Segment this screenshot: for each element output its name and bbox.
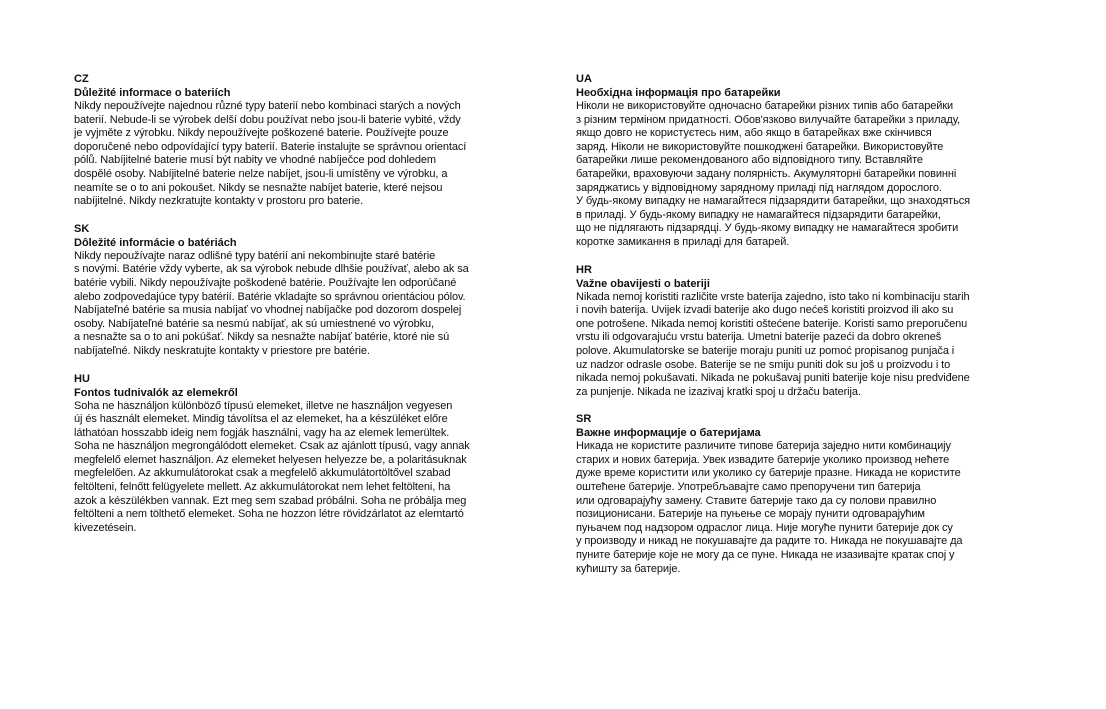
section-ua [576,72,1036,250]
body-line: дуже време користити или уколико су батерије празне. Никада не користите [576,467,961,480]
body-line: one potrošene. Nikada nemoj koristiti oštećene baterije. Koristi samo preporučenu [576,317,968,330]
body-line: Soha ne használjon megrongálódott elemeket. Csak az ajánlott típusú, vagy annak [74,440,470,453]
left-column [74,72,534,548]
section-code: HU [74,372,90,385]
body-line: polove. Akumulatorske se baterije moraju puniti uz pomoć propisanog punjača i [576,344,955,357]
body-line: azok a készülékben vannak. Ezt meg sem szabad próbálni. Soha ne próbálja meg [74,494,467,507]
body-line: Nikdy nepoužívejte najednou různé typy baterií nebo kombinaci starých a nových [74,100,461,112]
section-heading: Fontos tudnivalók az elemekről [74,386,238,399]
body-line: у производу и никад не покушавајте да радите то. Никада не покушавајте да [576,535,963,548]
section-body [74,250,534,359]
body-line: батарейки лише рекомендованого або відповідного типу. Вставляйте [576,154,923,167]
body-line: Nabíjateľné batérie sa musia nabíjať vo vhodnej nabíjačke pod dozorom dospelej [74,304,462,317]
body-line: пуњачем под надзором одраслог лица. Није могуће пунити батерије док су [576,521,953,534]
section-heading: Важне информације о батеријама [576,427,761,440]
body-line: kivezetésein. [74,521,137,534]
section-heading: Důležité informace o bateriích [74,87,231,99]
body-line: feltölteni, felnőtt felügyelete mellett. Az akkumulátorokat nem lehet feltölteni, ha [74,481,451,494]
section-code: HR [576,263,592,276]
body-line: заряджатись у відповідному зарядному приладі під наглядом дорослого. [576,181,942,194]
body-line: neamíte se o to ani pokoušet. Nikdy se nesnažte nabíjet baterie, které nejsou [74,181,443,194]
section-body [576,291,1036,400]
body-line: батарейки, враховуючи задану полярність. Акумуляторні батарейки повинні [576,167,957,180]
body-line: Nikada nemoj koristiti različite vrste baterija zajedno, isto tako ni kombinaciju starih [576,290,970,303]
body-line: osoby. Nabíjateľné batérie sa nesmú nabíjať, ak sú umiestnené vo výrobku, [74,317,434,330]
section-hu [74,372,534,536]
body-line: що не підлягають підзарядці. У будь-якому випадку не намагайтеся зробити [576,222,959,235]
body-line: uz nadzor odrasle osobe. Baterije se ne smiju puniti dok su još u proizvodu i to [576,358,951,371]
body-line: s novými. Batérie vždy vyberte, ak sa výrobok nebude dlhšie používať, alebo ak sa [74,263,469,276]
body-line: старих и нових батерија. Увек извадите батерије уколико производ нећете [576,453,950,466]
body-line: za punjenje. Nikada ne izazivaj kratki spoj u držaču baterija. [576,385,861,398]
body-line: nabíjateľné. Nikdy neskratujte kontakty v priestore pre batérie. [74,344,370,357]
body-line: заряд. Ніколи не використовуйте пошкоджені батарейки. Використовуйте [576,140,944,153]
body-line: a nesnažte sa o to ani pokúšať. Nikdy sa nesnažte nabíjať batérie, ktoré nie sú [74,331,450,344]
body-line: feltölteni a nem tölthető elemeket. Soha ne hozzon létre rövidzárlatot az elemtartó [74,508,464,521]
section-code: UA [576,73,592,85]
body-line: коротке замикання в приладі для батарей. [576,235,790,248]
body-line: Ніколи не використовуйте одночасно батарейки різних типів або батарейки [576,100,954,112]
section-sr [576,412,1036,576]
body-line: пуните батерије које не могу да се пуне. Никада не изазивајте кратак спој у [576,549,955,562]
body-line: doporučené nebo odpovídající typy baterií. Baterie instalujte se správnou orientací [74,140,467,153]
section-body [74,400,534,536]
body-line: оштећене батерије. Употребљавајте само препоручени тип батерија [576,481,921,494]
body-line: или одговарајућу замену. Ставите батерије тако да су полови правилно [576,494,937,507]
body-line: nikada nemoj pokušavati. Nikada ne pokušavaj puniti baterije koje nisu predviđene [576,372,970,385]
body-line: з різним терміном придатності. Обов'язково вилучайте батарейки з приладу, [576,113,960,126]
body-line: позиционисани. Батерије на пуњење се морају пунити одговарајућим [576,508,925,521]
body-line: У будь-якому випадку не намагайтеся підзарядити батарейки, що знаходяться [576,195,971,208]
section-code: SK [74,222,90,235]
body-line: nabíjitelné. Nikdy nezkratujte kontakty v prostoru pro baterie. [74,195,364,208]
body-line: dospělé osoby. Nabíjitelné baterie nelze nabíjet, jsou-li umístěny ve výrobku, a [74,167,448,180]
section-body [74,100,534,209]
body-line: кућишту за батерије. [576,562,681,575]
body-line: alebo zodpovedajúce typy batérií. Batérie vkladajte so správnou orientáciou pólov. [74,290,466,303]
section-code: CZ [74,73,89,85]
body-line: láthatóan hosszabb ideig nem fogják használni, vagy ha az elemek lemerültek. [74,426,450,439]
body-line: vrstu ili odgovarajuću vrstu baterija. Umetni baterije pazeći da dobro okreneš [576,331,942,344]
section-sk [74,222,534,359]
body-line: якщо довго не користуєтесь ним, або якщо в батарейках вже скінчився [576,127,932,140]
body-line: Soha ne használjon különböző típusú elemeket, illetve ne használjon vegyesen [74,399,453,412]
body-line: i novih baterija. Uvijek izvadi baterije ako dugo nećeš koristiti proizvod ili ako su [576,304,954,317]
section-heading: Dôležité informácie o batériách [74,236,237,249]
section-heading: Važne obavijesti o bateriji [576,277,710,290]
body-line: в приладі. У будь-якому випадку не намагайтеся підзарядити батарейки, [576,208,941,221]
body-line: batérie vybili. Nikdy nepoužívajte poškodené batérie. Používajte len odporúčané [74,276,457,289]
section-heading: Необхідна інформація про батарейки [576,87,781,99]
body-line: megfelelő elemet használjon. Az elemeket helyesen helyezze be, a polaritásuknak [74,453,467,466]
section-code: SR [576,413,592,426]
section-hr [576,263,1036,400]
right-column [576,72,1036,589]
body-line: je vyjměte z výrobku. Nikdy nepoužívejte poškozené baterie. Používejte pouze [74,127,449,140]
body-line: pólů. Nabíjitelné baterie musí být nabity ve vhodné nabíječce pod dohledem [74,154,436,167]
body-line: Никада не користите различите типове батерија заједно нити комбинацију [576,440,951,453]
section-body [576,440,1036,576]
section-cz [74,72,534,209]
body-line: megfelelően. Az akkumulátorokat csak a megfelelő akkumulátortöltővel szabad [74,467,451,480]
body-line: Nikdy nepoužívajte naraz odlišné typy batérií ani nekombinujte staré batérie [74,249,436,262]
body-line: új és használt elemeket. Mindig távolítsa el az elemeket, ha a készüléket előre [74,413,448,426]
section-body [576,100,1036,250]
body-line: baterií. Nebude-li se výrobek delší dobu používat nebo jsou-li baterie vybité, vždy [74,113,461,126]
